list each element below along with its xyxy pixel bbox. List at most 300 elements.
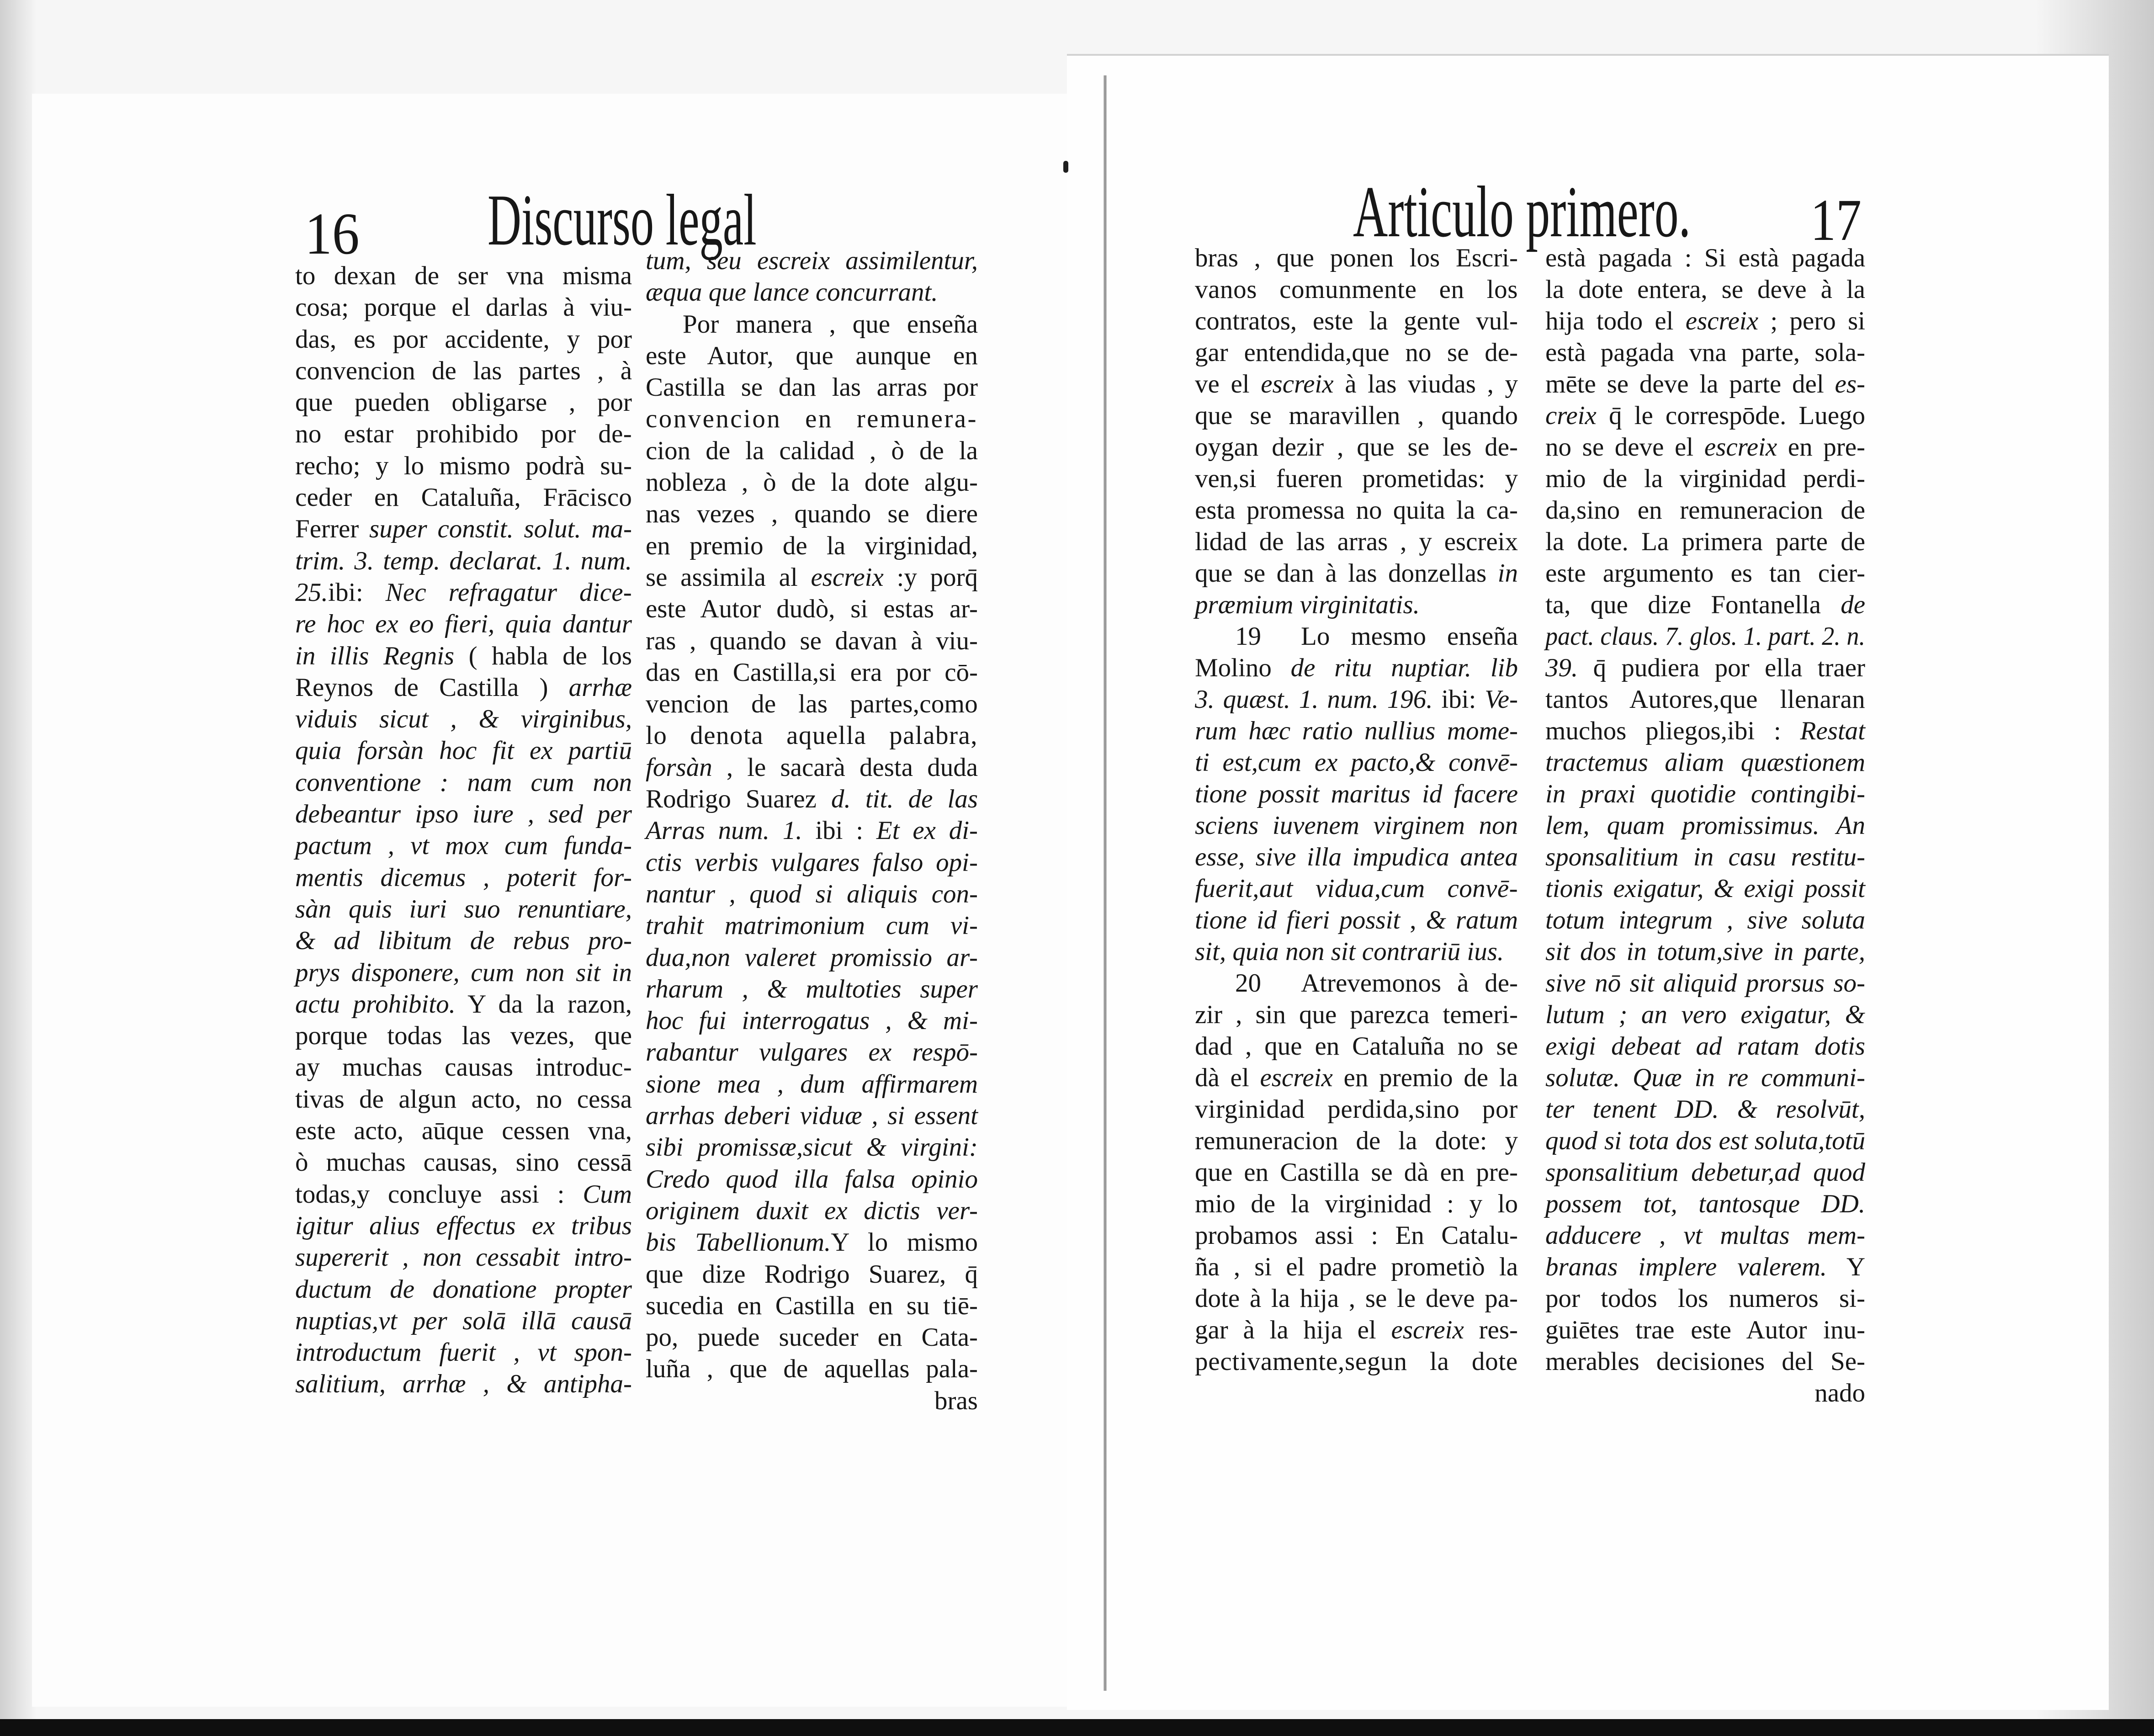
text-line — [1195, 1346, 1518, 1377]
text-line — [646, 625, 978, 657]
text-line — [1195, 431, 1518, 463]
italic-run: sibi promissæ,sicut & virgini: — [646, 1133, 978, 1162]
text-line — [295, 260, 632, 292]
line-text — [646, 910, 978, 941]
text-line — [295, 1274, 632, 1305]
line-text: Por manera , que enseña — [683, 309, 978, 339]
text-line — [646, 942, 978, 973]
line-text — [1195, 778, 1518, 810]
text-line — [1195, 999, 1518, 1030]
italic-run: escreix — [1685, 307, 1759, 335]
line-text — [295, 862, 632, 893]
line-text: mio de la virginidad perdi- — [1545, 464, 1865, 493]
line-text: ta, que dize Fontanella de — [1545, 590, 1865, 619]
text-line — [646, 593, 978, 625]
text-line — [646, 562, 978, 593]
line-text — [646, 942, 978, 973]
text-line — [1195, 747, 1518, 778]
italic-run: Ve- — [1485, 685, 1518, 714]
italic-run: æqua que lance concurrant. — [646, 278, 938, 307]
text-line — [295, 1020, 632, 1051]
text-line — [1195, 684, 1518, 715]
text-line — [1545, 463, 1865, 494]
paragraph-number: 20 — [1235, 969, 1261, 998]
text-line — [646, 973, 978, 1005]
text-line — [1195, 368, 1518, 400]
text-line — [1545, 841, 1865, 873]
right-page-number: 17 — [1810, 187, 1862, 253]
line-text: Arras num. 1. ibi : Et ex di- — [646, 816, 978, 845]
line-text: mēte se deve la parte del es- — [1545, 370, 1865, 398]
text-line — [295, 513, 632, 545]
text-line — [1545, 1251, 1865, 1283]
line-text — [1545, 778, 1865, 810]
line-text — [1545, 1094, 1865, 1125]
line-text — [646, 1068, 978, 1100]
italic-run: præmium virginitatis. — [1195, 590, 1420, 619]
text-line — [1545, 967, 1865, 999]
text-line — [646, 878, 978, 910]
line-text — [295, 735, 632, 766]
text-line — [1545, 274, 1865, 305]
line-text: cion de la calidad , ò de la — [646, 436, 978, 465]
text-line — [295, 608, 632, 640]
text-line — [295, 292, 632, 323]
text-line — [646, 403, 978, 435]
line-text: Reynos de Castilla ) arrhæ — [295, 673, 632, 702]
text-line — [295, 1368, 632, 1400]
italic-run: escreix — [811, 563, 884, 592]
text-line — [1195, 1314, 1518, 1346]
text-line — [646, 815, 978, 846]
text-line — [646, 1068, 978, 1100]
line-text: Atrevemonos à de- — [1301, 969, 1518, 998]
line-text: pectivamente,segun la dote — [1195, 1347, 1518, 1376]
line-text — [646, 276, 938, 308]
line-text: ay muchas causas introduc- — [295, 1053, 632, 1082]
line-text: remuneracion de la dote: y — [1195, 1126, 1518, 1155]
line-text: das, es por accidente, y por — [295, 324, 632, 354]
line-text: vanos comunmente en los — [1195, 275, 1518, 304]
line-text: ò muchas causas, sino cessā — [295, 1148, 632, 1177]
line-text: lo denota aquella palabra, — [646, 721, 978, 750]
text-line — [295, 450, 632, 482]
text-line — [1545, 1157, 1865, 1188]
italic-run: pact. claus. 7. glos. 1. part. 2. n. — [1545, 622, 1866, 651]
text-line — [1545, 1220, 1865, 1251]
text-line — [1195, 400, 1518, 431]
line-text: tione id fieri possit , & ratum — [1195, 906, 1518, 934]
line-text: mio de la virginidad : y lo — [1195, 1189, 1518, 1218]
line-text — [295, 1210, 632, 1242]
line-text — [1545, 1030, 1865, 1062]
text-line — [295, 1179, 632, 1210]
text-line — [1545, 1062, 1865, 1094]
text-line — [1545, 1125, 1865, 1157]
italic-run: sciens iuvenem virginem non — [1195, 811, 1518, 840]
text-line — [1195, 274, 1518, 305]
text-line — [646, 1322, 978, 1353]
paragraph-number: 19 — [1235, 622, 1261, 651]
italic-run: & ratum — [1426, 906, 1518, 934]
line-text: luña , que de aquellas pala- — [646, 1354, 978, 1384]
italic-run: sit dos in totum,sive in parte, — [1545, 937, 1865, 966]
italic-run: de ritu nuptiar. lib — [1290, 653, 1518, 682]
italic-run: sponsalitium in casu restitu- — [1545, 843, 1865, 871]
text-line — [295, 1115, 632, 1147]
italic-run: quia forsàn hoc fit ex partiū — [295, 736, 632, 765]
line-text: muchos pliegos,ibi : Restat — [1545, 717, 1865, 745]
text-line — [646, 720, 978, 751]
line-text — [1545, 936, 1865, 967]
text-line — [295, 1242, 632, 1273]
text-line — [295, 672, 632, 703]
text-line — [1545, 494, 1865, 526]
line-text — [1545, 904, 1865, 936]
text-line — [1195, 526, 1518, 557]
scan-bottom-border — [0, 1719, 2154, 1736]
text-line — [1195, 715, 1518, 747]
text-line — [1545, 589, 1865, 621]
text-line — [295, 893, 632, 925]
text-line — [646, 340, 978, 372]
line-text: vencion de las partes,como — [646, 690, 978, 719]
text-line — [1545, 936, 1865, 967]
right-page-column-2 — [1545, 242, 1865, 1409]
text-line — [1545, 431, 1865, 463]
scan-left-edge-shadow — [0, 0, 37, 1719]
line-text: virginidad perdida,sino por — [1195, 1095, 1518, 1124]
italic-run: Arras num. 1. — [646, 816, 802, 845]
text-line — [1195, 557, 1518, 589]
text-line — [295, 1337, 632, 1368]
line-text: dad , que en Cataluña no se — [1195, 1032, 1518, 1061]
text-line — [646, 1290, 978, 1322]
text-line — [646, 308, 978, 340]
line-text — [646, 973, 978, 1005]
text-line — [1195, 841, 1518, 873]
line-text: todas,y concluye assi : Cum — [295, 1179, 632, 1209]
text-line — [1195, 652, 1518, 684]
line-text — [646, 1005, 978, 1036]
text-line — [646, 1005, 978, 1036]
line-text: guiētes trae este Autor inu- — [1545, 1316, 1865, 1344]
line-text — [295, 1337, 632, 1368]
italic-run: in illis Regnis — [295, 641, 455, 670]
text-line — [1545, 368, 1865, 400]
italic-run: ter tenent DD. & resolvūt, — [1545, 1095, 1865, 1124]
italic-run: nantur , quod si aliquis con- — [646, 879, 978, 908]
text-line — [1545, 1094, 1865, 1125]
text-line — [646, 1131, 978, 1163]
line-text: forsàn , le sacarà desta duda — [646, 753, 978, 782]
italic-run: ductum de donatione propter — [295, 1274, 632, 1304]
italic-run: rum hæc ratio nullius mome- — [1195, 717, 1518, 745]
line-text: Castilla se dan las arras por — [646, 373, 978, 402]
italic-run: viduis sicut , & virginibus, — [295, 705, 632, 734]
line-text: la dote. La primera parte de — [1545, 527, 1865, 556]
italic-run: d. tit. de las — [831, 785, 978, 814]
italic-run: prys disponere, cum non sit in — [295, 958, 632, 987]
text-line — [1195, 1062, 1518, 1094]
line-text: recho; y lo mismo podrà su- — [295, 451, 632, 480]
italic-run: tum, seu escreix assimilentur, — [646, 246, 978, 275]
italic-run: rabantur vulgares ex respō- — [646, 1038, 978, 1067]
italic-run: escreix — [1391, 1316, 1464, 1344]
line-text — [1545, 810, 1865, 841]
text-line — [646, 372, 978, 403]
italic-run: originem duxit ex dictis ver- — [646, 1196, 978, 1225]
text-line — [646, 783, 978, 815]
text-line — [646, 1100, 978, 1131]
line-text: in illis Regnis ( habla de los — [295, 641, 632, 670]
line-text: Lo mesmo enseña — [1301, 622, 1518, 651]
text-line — [1545, 305, 1865, 337]
text-line — [1195, 810, 1518, 841]
text-line — [295, 767, 632, 798]
text-line — [1545, 810, 1865, 841]
line-text: da,sino en remuneracion de — [1545, 496, 1865, 525]
line-text: este Autor, que aunque en — [646, 341, 978, 370]
italic-run: lem, quam promissimus. An — [1545, 811, 1865, 840]
text-line — [295, 988, 632, 1020]
text-line — [646, 910, 978, 941]
italic-run: sione mea , dum affirmarem — [646, 1069, 978, 1099]
line-text: contratos, este la gente vul- — [1195, 307, 1518, 335]
line-text: este argumento es tan cier- — [1545, 559, 1865, 588]
text-line — [646, 245, 978, 276]
text-line — [1545, 1283, 1865, 1314]
italic-run: bis Tabellionum. — [646, 1228, 831, 1257]
text-line — [1195, 1125, 1518, 1157]
line-text: lidad de las arras , y escreix — [1195, 527, 1518, 556]
italic-run: arrhæ — [568, 673, 632, 702]
italic-run: possem tot, tantosque DD. — [1545, 1189, 1865, 1218]
italic-run: introductum fuerit , vt spon- — [295, 1338, 632, 1367]
italic-run: escreix — [1260, 1063, 1333, 1092]
text-line — [1195, 873, 1518, 904]
line-text: esta promessa no quita la ca- — [1195, 496, 1518, 525]
text-line — [646, 1353, 978, 1385]
text-line — [295, 703, 632, 735]
line-text: que se dan à las donzellas in — [1195, 559, 1518, 588]
line-text: gar entendida,que no se de- — [1195, 338, 1518, 367]
line-text: este Autor dudò, si estas ar- — [646, 595, 978, 624]
line-text: 39. q̄ pudiera por ella traer — [1545, 653, 1865, 682]
line-text — [646, 1163, 978, 1195]
italic-run: 3. quæst. 1. num. 196. — [1195, 685, 1433, 714]
italic-run: es- — [1835, 370, 1865, 398]
line-text: creix q̄ le correspōde. Luego — [1545, 401, 1865, 430]
text-line — [1195, 1157, 1518, 1188]
text-line — [295, 1305, 632, 1337]
line-text: en premio de la virginidad, — [646, 531, 978, 560]
italic-run: tionis exigatur, & exigi possit — [1545, 874, 1865, 903]
line-text: dote à la hija , se le deve pa- — [1195, 1284, 1518, 1313]
italic-run: supererit , non cessabit intro- — [295, 1243, 632, 1272]
italic-run: sponsalitium debetur,ad quod — [1545, 1158, 1865, 1187]
line-text: la dote entera, se deve à la — [1545, 275, 1865, 304]
line-text: està pagada : Si està pagada — [1545, 244, 1865, 272]
italic-run: solutæ. Quæ in re communi- — [1545, 1063, 1865, 1092]
catchword — [1545, 1377, 1865, 1409]
line-text — [1545, 1125, 1865, 1157]
text-line — [295, 957, 632, 988]
italic-run: totum integrum , sive soluta — [1545, 906, 1865, 934]
text-line — [646, 1036, 978, 1068]
ink-mark — [1063, 161, 1068, 173]
line-text: bis Tabellionum.Y lo mismo — [646, 1228, 978, 1257]
italic-run: de — [1841, 590, 1865, 619]
line-text — [646, 1131, 978, 1163]
line-text: to dexan de ser vna misma — [295, 261, 632, 290]
italic-run: dua,non valeret promissio ar- — [646, 943, 978, 972]
line-text — [1195, 589, 1420, 621]
text-line — [1195, 778, 1518, 810]
catchword — [646, 1385, 978, 1417]
text-line — [646, 467, 978, 498]
text-line — [295, 798, 632, 830]
italic-run: arrhas deberi viduæ , si essent — [646, 1101, 978, 1131]
text-line — [1545, 400, 1865, 431]
text-line — [1195, 621, 1518, 652]
text-line — [1195, 1030, 1518, 1062]
line-text — [1545, 1188, 1865, 1220]
line-text: merables decisiones del Se- — [1545, 1347, 1865, 1376]
text-line — [1545, 747, 1865, 778]
italic-run: hoc fui interrogatus , & mi- — [646, 1006, 978, 1035]
text-line — [295, 1083, 632, 1115]
text-line — [646, 1226, 978, 1258]
italic-run: forsàn — [646, 753, 712, 782]
text-line — [1195, 242, 1518, 274]
line-text — [1545, 621, 1865, 652]
text-line — [1195, 1188, 1518, 1220]
line-text: Molino de ritu nuptiar. lib — [1195, 653, 1518, 682]
italic-run: trahit matrimonium cum vi- — [646, 911, 978, 940]
line-text: probamos assi : En Catalu- — [1195, 1221, 1518, 1250]
line-text: zir , sin que parezca temeri- — [1195, 1000, 1518, 1029]
line-text: que en Castilla se dà en pre- — [1195, 1158, 1518, 1187]
text-line — [646, 657, 978, 688]
text-line — [646, 847, 978, 878]
text-line — [295, 1210, 632, 1242]
italic-run: igitur alius effectus ex tribus — [295, 1211, 632, 1240]
line-text — [1195, 873, 1518, 904]
line-text: està pagada vna parte, sola- — [1545, 338, 1865, 367]
italic-run: pactum , vt mox cum funda- — [295, 831, 632, 860]
text-line — [1545, 1314, 1865, 1346]
line-text: se assimila al escreix :y porq̄ — [646, 563, 978, 592]
text-line — [295, 418, 632, 450]
text-line — [646, 1163, 978, 1195]
italic-run: super constit. solut. ma- — [369, 515, 632, 544]
line-text — [295, 1242, 632, 1273]
italic-run: sàn quis iuri suo renuntiare, — [295, 894, 632, 924]
line-text: cosa; porque el darlas à viu- — [295, 293, 632, 322]
line-text: que se maravillen , quando — [1195, 401, 1518, 430]
text-line — [646, 276, 978, 308]
text-line — [295, 735, 632, 766]
line-text — [646, 847, 978, 878]
line-text: Ferrer super constit. solut. ma- — [295, 515, 632, 544]
text-line — [1195, 1220, 1518, 1251]
line-text: gar à la hija el escreix res- — [1195, 1316, 1518, 1344]
line-text: este acto, aūque cessen vna, — [295, 1116, 632, 1146]
text-line — [1195, 463, 1518, 494]
italic-run: sive nō sit aliquid prorsus so- — [1545, 969, 1865, 998]
left-page-column-2 — [646, 245, 978, 1417]
line-text: Rodrigo Suarez d. tit. de las — [646, 785, 978, 814]
line-text: ve el escreix à las viudas , y — [1195, 370, 1518, 398]
text-line — [1545, 242, 1865, 274]
text-line — [295, 862, 632, 893]
line-text: porque todas las vezes, que — [295, 1021, 632, 1051]
italic-run: in praxi quotidie contingibi- — [1545, 780, 1865, 808]
line-text: tivas de algun acto, no cessa — [295, 1084, 632, 1114]
text-line — [1545, 1188, 1865, 1220]
line-text — [646, 1100, 978, 1131]
line-text — [295, 1274, 632, 1305]
line-text — [1545, 747, 1865, 778]
italic-run: Et ex di- — [876, 816, 978, 845]
text-line — [295, 545, 632, 577]
right-page-column-1 — [1195, 242, 1518, 1377]
text-line — [1545, 557, 1865, 589]
text-line — [1195, 1094, 1518, 1125]
text-line — [1545, 526, 1865, 557]
italic-run: sit, quia non sit contrariū ius. — [1195, 937, 1504, 966]
italic-run: exigi debeat ad ratam dotis — [1545, 1032, 1865, 1061]
text-line — [1195, 337, 1518, 368]
text-line — [295, 1051, 632, 1083]
text-line — [646, 530, 978, 562]
italic-run: salitium, arrhæ , & antipha- — [295, 1370, 632, 1399]
italic-run: tione possit maritus id facere — [1195, 780, 1518, 808]
text-line — [295, 355, 632, 387]
line-text: hija todo el escreix ; pero si — [1545, 307, 1865, 335]
text-line — [295, 830, 632, 861]
text-line — [1195, 904, 1518, 936]
italic-run: 39. — [1545, 653, 1578, 682]
text-line — [1545, 715, 1865, 747]
italic-run: esse, sive illa impudica antea — [1195, 843, 1518, 871]
line-text: nas vezes , quando se diere — [646, 499, 978, 529]
text-line — [1195, 936, 1518, 967]
text-line — [1195, 305, 1518, 337]
line-text — [295, 925, 632, 956]
italic-run: nuptias,vt per solā illā causā — [295, 1306, 632, 1335]
catchword-text: bras — [934, 1386, 978, 1415]
text-line — [646, 498, 978, 530]
line-text — [295, 830, 632, 861]
line-text: das en Castilla,si era por cō- — [646, 658, 978, 687]
italic-run: & ad libitum de rebus pro- — [295, 926, 632, 956]
line-text — [1545, 1062, 1865, 1094]
italic-run: rharum , & multoties super — [646, 974, 978, 1003]
text-line — [1545, 1030, 1865, 1062]
italic-run: quod si tota dos est soluta,totū — [1545, 1126, 1865, 1155]
italic-run: branas implere valerem. — [1545, 1253, 1827, 1281]
line-text: branas implere valerem. Y — [1545, 1253, 1865, 1281]
line-text — [1545, 967, 1865, 999]
line-text — [1195, 936, 1504, 967]
line-text: actu prohibito. Y da la razon, — [295, 989, 632, 1019]
line-text — [295, 703, 632, 735]
line-text — [1545, 841, 1865, 873]
italic-run: mentis dicemus , poterit for- — [295, 863, 632, 892]
line-text: ceder en Cataluña, Frācisco — [295, 483, 632, 512]
